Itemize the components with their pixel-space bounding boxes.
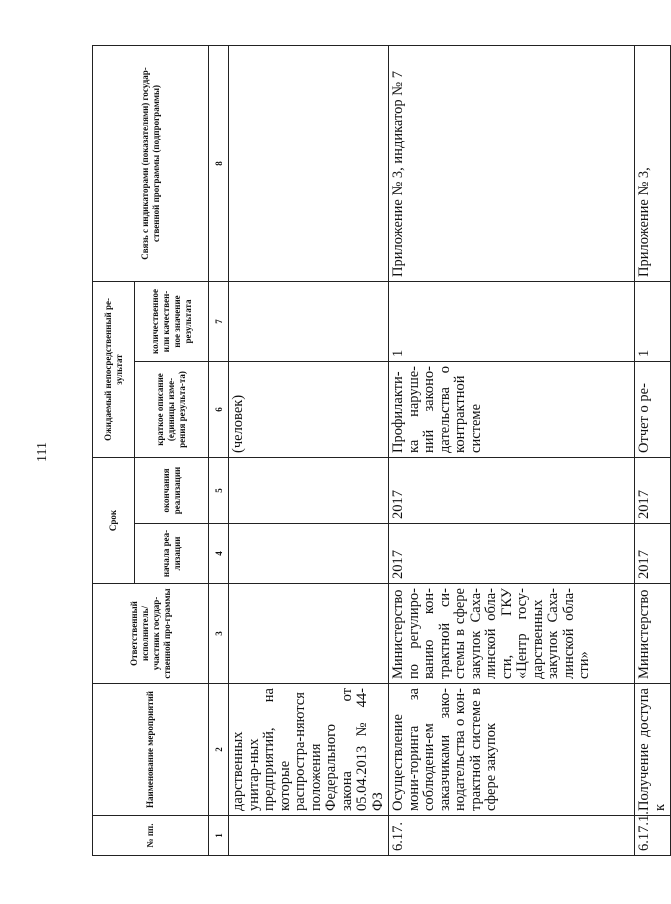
header-term-start: начала реа-лизации — [135, 524, 209, 584]
activity-name: Получение доступа к — [635, 684, 671, 816]
column-index: 3 — [209, 584, 229, 684]
end-year: 2017 — [635, 457, 671, 523]
end-year: 2017 — [389, 457, 635, 523]
header-responsible: Ответственный исполнитель/ участник государ-ственной про-граммы — [93, 584, 209, 684]
responsible-executor — [229, 584, 389, 684]
rotated-table-frame — [92, 46, 668, 856]
result-quantity: 1 — [389, 281, 635, 361]
column-index: 1 — [209, 816, 229, 856]
row-number — [229, 816, 389, 856]
header-result-brief: краткое описание (единицы изме-рения результа-та) — [135, 361, 209, 457]
responsible-executor: Министерство по регулиро-ванию кон-трактной си-стемы в сфере закупок Саха-линской обла-сти, ГКУ «Центр госу-дарственных закупок Саха-линской обла-сти» — [389, 584, 635, 684]
column-index: 4 — [209, 524, 229, 584]
header-result: Ожидаемый непосредственный ре-зультат — [93, 281, 135, 457]
indicator-link: Приложение № 3, индикатор № 7 — [389, 45, 635, 281]
page-number: 111 — [35, 442, 50, 462]
header-term-end: окончания реализации — [135, 457, 209, 523]
header-term: Срок — [93, 457, 135, 583]
table-row — [635, 45, 671, 855]
row-number: 6.17.1. — [635, 816, 671, 856]
header-num: № пп. — [93, 816, 209, 856]
header-row-1 — [93, 45, 135, 855]
result-quantity: 1 — [635, 281, 671, 361]
start-year — [229, 524, 389, 584]
row-number: 6.17. — [389, 816, 635, 856]
activities-table — [92, 45, 671, 856]
result-quantity — [229, 281, 389, 361]
responsible-executor: Министерство — [635, 584, 671, 684]
column-index: 2 — [209, 684, 229, 816]
column-index: 8 — [209, 45, 229, 281]
result-brief: Отчет о ре- — [635, 361, 671, 457]
start-year: 2017 — [635, 524, 671, 584]
indicator-link — [229, 45, 389, 281]
table-row — [229, 45, 389, 855]
column-index-row — [209, 45, 229, 855]
column-index: 6 — [209, 361, 229, 457]
table-row — [389, 45, 635, 855]
activity-name: Осуществление мони-торинга за соблюдени-ем заказчиками зако-нодательства о кон-трактной системе в сфере закупок — [389, 684, 635, 816]
result-brief: (человек) — [229, 361, 389, 457]
column-index: 7 — [209, 281, 229, 361]
header-link: Связь с индикаторами (показателями) государ-ственной программы (подпрограммы) — [93, 45, 209, 281]
result-brief: Профилакти-ка наруше-ний законо-дательства о контрактной системе — [389, 361, 635, 457]
start-year: 2017 — [389, 524, 635, 584]
column-index: 5 — [209, 457, 229, 523]
end-year — [229, 457, 389, 523]
header-result-quant: количественное или качествен-ное значение результата — [135, 281, 209, 361]
indicator-link: Приложение № 3, — [635, 45, 671, 281]
header-name: Наименование мероприятий — [93, 684, 209, 816]
activity-name: дарственных унитар-ных предприятий, на которые распростра-няются положения Федерального закона от 05.04.2013 № 44-ФЗ — [229, 684, 389, 816]
